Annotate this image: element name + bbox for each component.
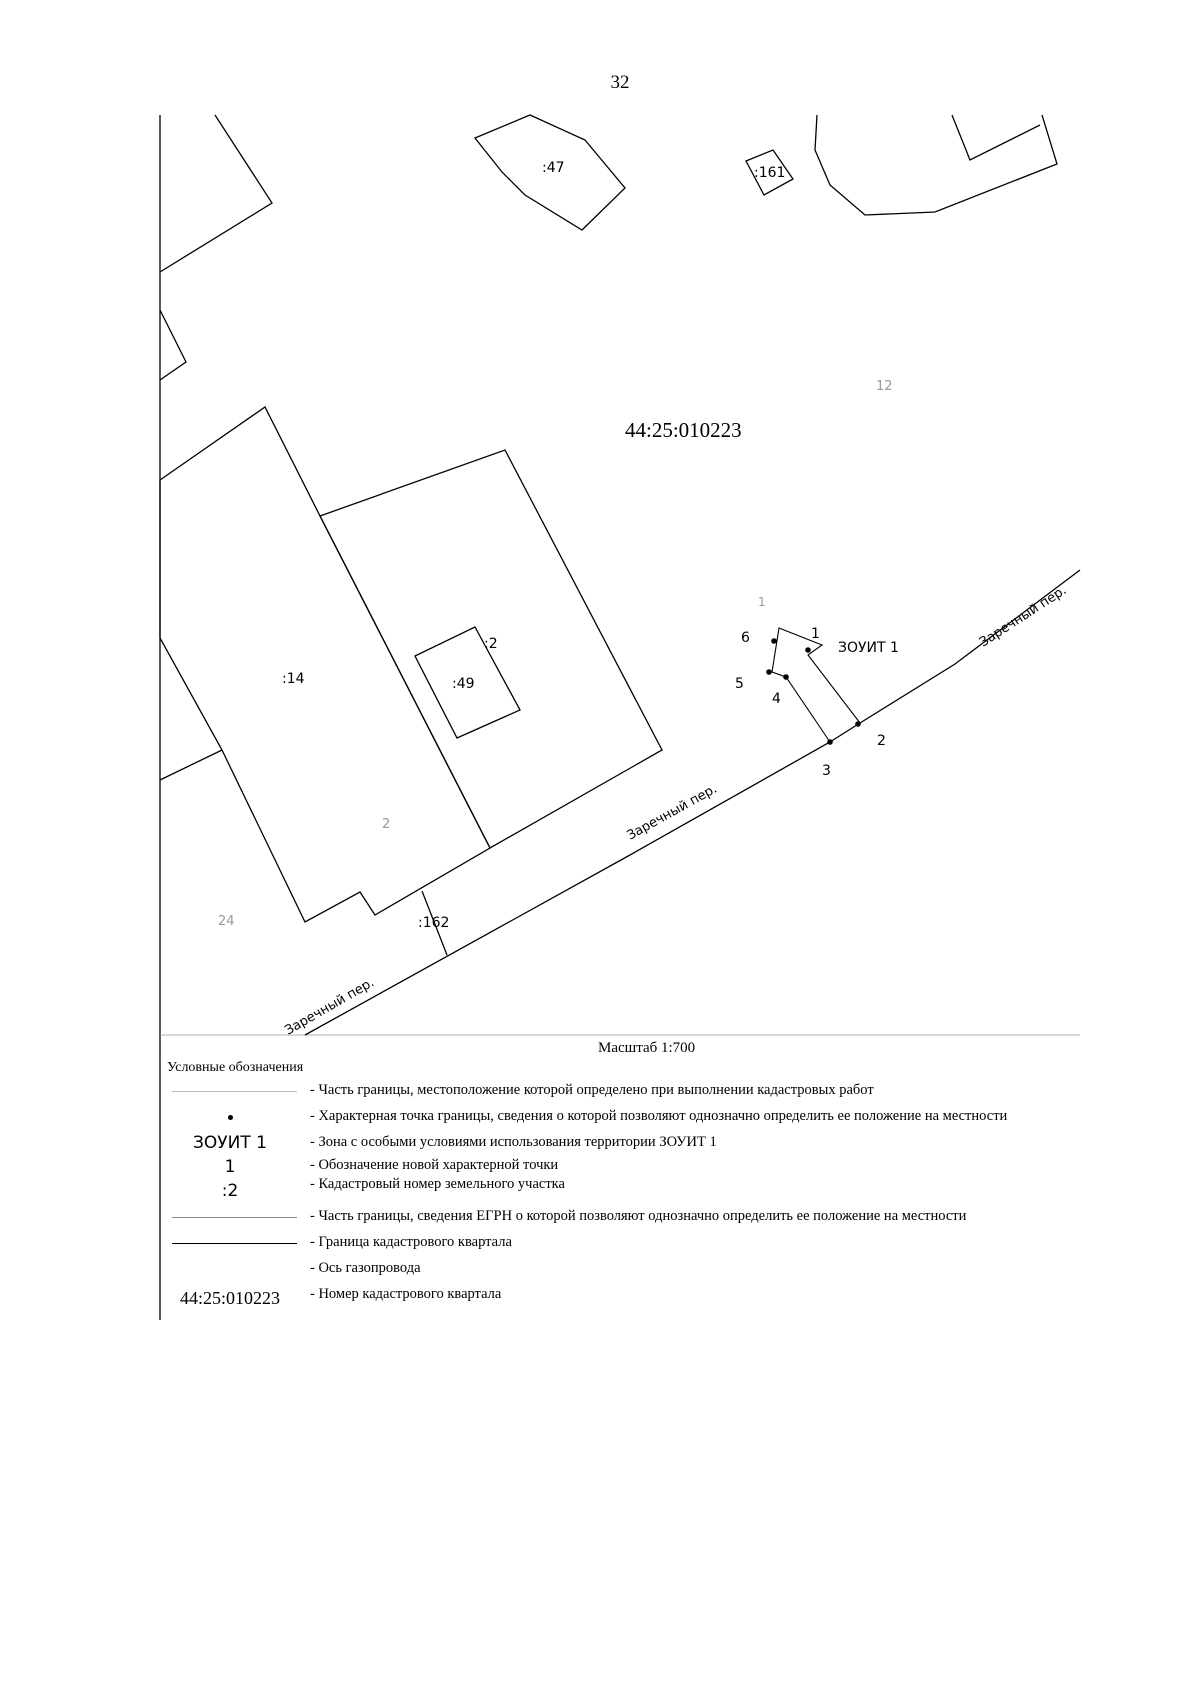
legend-symbol-new-point: 1 (224, 1157, 236, 1177)
street-label-2: Заречный пер. (977, 583, 1070, 651)
parcel-49-label: :49 (452, 676, 475, 692)
legend-text: - Ось газопровода (310, 1260, 421, 1276)
faint-label-24: 24 (218, 914, 235, 929)
legend-title: Условные обозначения (167, 1060, 304, 1075)
legend-row-survey-boundary (160, 1078, 1100, 1104)
legend-symbol-survey-boundary (160, 1078, 300, 1104)
zouit-1-label: ЗОУИТ 1 (838, 640, 899, 656)
legend-text: - Номер кадастрового квартала (310, 1286, 502, 1302)
point-3-label: 3 (822, 763, 831, 779)
legend-text: - Обозначение новой характерной точки (310, 1157, 559, 1173)
point-1-marker (805, 647, 811, 653)
point-5-marker (766, 669, 772, 675)
point-3-marker (827, 739, 833, 745)
point-4-marker (783, 674, 789, 680)
parcel-boundary-top-left (160, 115, 272, 272)
legend-symbol-quarter-boundary (160, 1230, 300, 1256)
legend-row-quarter-number (160, 1282, 1100, 1308)
point-2-marker (855, 721, 861, 727)
parcel-2-label: :2 (484, 636, 498, 652)
parcel-boundary-left-notch (160, 310, 186, 380)
point-5-label: 5 (735, 676, 744, 692)
legend-row-zouit (160, 1130, 1100, 1156)
parcel-47-label: :47 (542, 160, 565, 176)
building-top-right (952, 115, 1040, 160)
point-4-label: 4 (772, 691, 781, 707)
parcel-162-label: :162 (418, 915, 450, 931)
legend-row-new-point (160, 1156, 1100, 1178)
legend-text: - Часть границы, местоположение которой определено при выполнении кадастровых работ (310, 1082, 874, 1098)
point-1-label: 1 (811, 626, 820, 642)
parcel-boundary-bottom-left (160, 750, 222, 780)
legend-symbol-point (160, 1104, 300, 1130)
legend-row-quarter-boundary (160, 1230, 1100, 1256)
point-6-marker (771, 638, 777, 644)
legend-row-cadastral-number (160, 1178, 1100, 1204)
legend-symbol-cadastral-number: :2 (221, 1181, 239, 1201)
parcel-14-label: :14 (282, 671, 305, 687)
street-label-3: Заречный пер. (282, 975, 378, 1039)
faint-label-2: 2 (382, 817, 391, 832)
scale-label: Масштаб 1:700 (598, 1040, 696, 1056)
legend-row-gas-pipeline (160, 1256, 1100, 1282)
legend-row-characteristic-point (160, 1104, 1100, 1130)
parcel-161-label: :161 (754, 165, 786, 181)
legend-text: - Характерная точка границы, сведения о которой позволяют однозначно определить ее положение на местности (310, 1108, 1008, 1124)
legend-text: - Кадастровый номер земельного участка (310, 1176, 565, 1192)
legend-symbol-zouit: ЗОУИТ 1 (193, 1133, 267, 1153)
faint-label-12: 12 (876, 379, 893, 394)
parcel-14-boundary (160, 407, 490, 922)
point-2-label: 2 (877, 733, 886, 749)
point-marker-icon (228, 1115, 233, 1120)
legend (160, 1078, 1100, 1308)
legend-text: - Часть границы, сведения ЕГРН о которой позволяют однозначно определить ее положение на местности (310, 1208, 967, 1224)
page-number: 32 (610, 72, 630, 93)
street-label-1: Заречный пер. (624, 781, 720, 844)
point-6-label: 6 (741, 630, 750, 646)
parcel-boundary-top-right (815, 115, 1057, 215)
legend-symbol-quarter-number: 44:25:010223 (179, 1288, 280, 1308)
legend-symbol-gas-pipeline (160, 1256, 300, 1282)
legend-text: - Зона с особыми условиями использования территории ЗОУИТ 1 (310, 1134, 717, 1150)
legend-row-egrn-boundary (160, 1204, 1100, 1230)
faint-label-1: 1 (758, 595, 766, 609)
quarter-number-label: 44:25:010223 (625, 418, 742, 442)
legend-symbol-egrn-boundary (160, 1204, 300, 1230)
legend-text: - Граница кадастрового квартала (310, 1234, 512, 1250)
